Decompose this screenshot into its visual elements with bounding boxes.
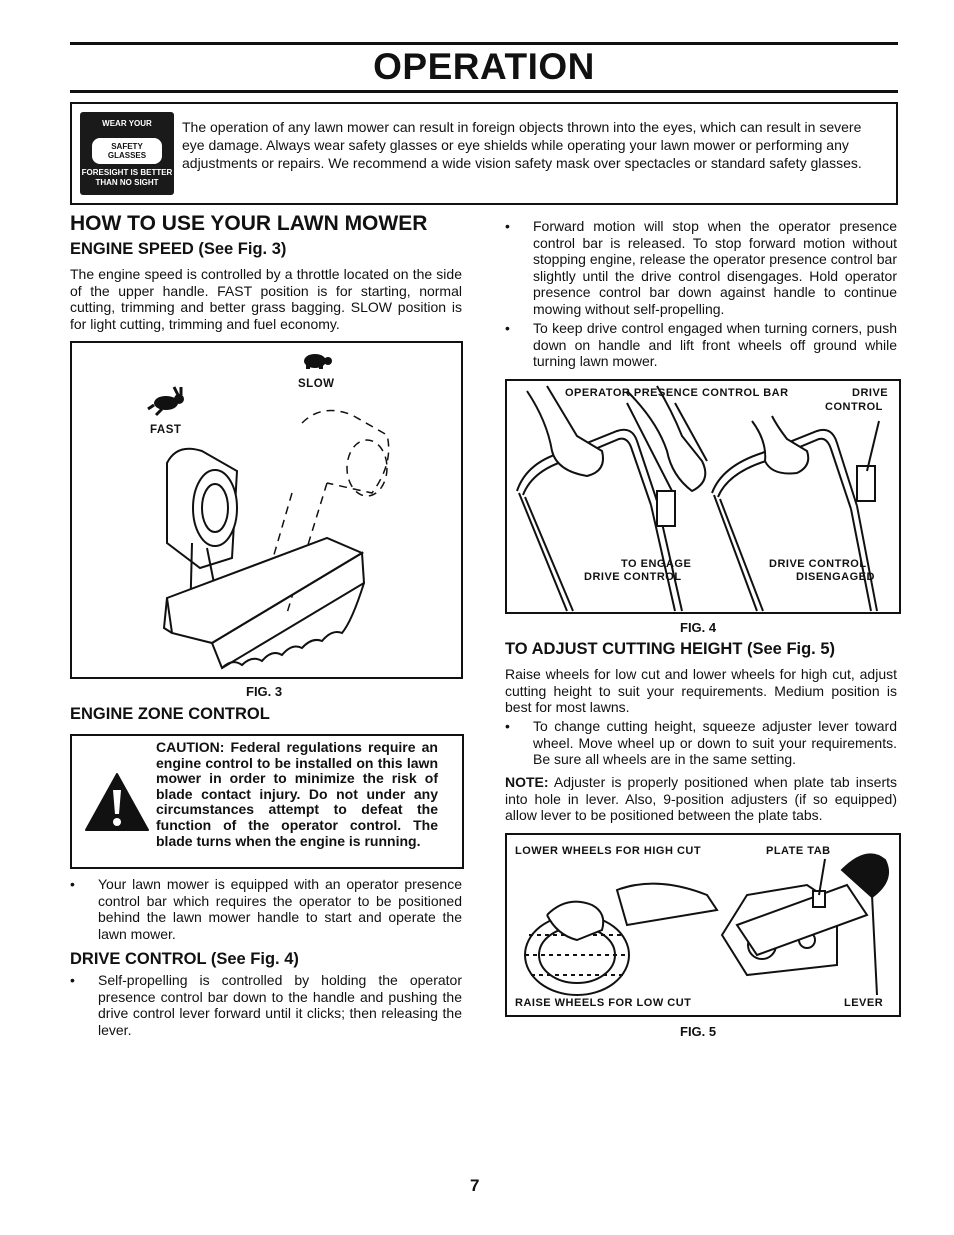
safety-glasses-badge	[80, 112, 174, 195]
engine-zone-heading: ENGINE ZONE CONTROL	[70, 705, 270, 723]
badge-line-2: SAFETY GLASSES	[92, 138, 162, 164]
note-text: Adjuster is properly positioned when plate tab inserts into hole in lever. Also, 9-position adjusters (if so equipped) allow lever to be positioned between the plate tabs.	[505, 774, 897, 823]
badge-line-3: FORESIGHT IS BETTER	[81, 168, 173, 177]
forward-motion-bullet: • Forward motion will stop when the operator presence control bar is released. To stop forward motion without stopping engine, release the operator presence control bar slightly until the drive control disengages. Hold operator presence control bar down against handle to continue mowing without self-propelling.	[505, 218, 897, 317]
badge-line-1: WEAR YOUR	[102, 119, 152, 128]
header-top-rule	[70, 42, 898, 45]
fig4-disengaged-label-2: DISENGAGED	[796, 571, 875, 583]
figure-3	[70, 341, 463, 679]
fig5-lever-label: LEVER	[844, 997, 884, 1009]
fig4-engage-label-2: DRIVE CONTROL	[584, 571, 682, 583]
zone-bullet: • Your lawn mower is equipped with an operator presence control bar which requires the operator to be positioned behind the lawn mower handle to start and operate the lawn mower.	[70, 876, 462, 942]
fig4-opcb-label: OPERATOR PRESENCE CONTROL BAR	[565, 387, 789, 399]
fig3-fast-label: FAST	[150, 424, 182, 436]
fig4-caption: FIG. 4	[680, 620, 717, 635]
note-paragraph	[505, 774, 897, 824]
fig5-plate-tab-label: PLATE TAB	[766, 845, 831, 857]
fig4-engage-label-1: TO ENGAGE	[621, 558, 692, 570]
fig4-drive-label-1: DRIVE	[852, 387, 889, 399]
height-adjuster-illustration	[507, 835, 899, 1015]
throttle-illustration	[72, 343, 461, 677]
fig3-slow-label: SLOW	[298, 378, 335, 390]
drive-control-heading: DRIVE CONTROL (See Fig. 4)	[70, 950, 299, 968]
engine-speed-text: The engine speed is controlled by a throttle located on the side of the upper handle. FAST position is for starting, normal cutting, trimming and better grass bagging. SLOW position is for light cutting, trimming and fuel economy.	[70, 266, 462, 332]
warning-triangle-icon	[84, 772, 150, 832]
caution-text: CAUTION: Federal regulations require an engine control to be installed on this lawn mower in order to minimize the risk of blade contact injury. Do not under any circumstances attempt to defeat the function of the operator control. The blade turns when the engine is running.	[156, 739, 438, 849]
safety-notice-box	[70, 102, 898, 205]
cutting-height-bullet: • To change cutting height, squeeze adjuster lever toward wheel. Move wheel up or down to suit your requirements. Be sure all wheels are in the same setting.	[505, 718, 897, 768]
figure-4	[505, 379, 901, 614]
drive-bullet: • Self-propelling is controlled by holding the operator presence control bar down to the handle and pushing the drive control lever forward until it clicks; then releasing the lever.	[70, 972, 462, 1038]
engine-speed-heading: ENGINE SPEED (See Fig. 3)	[70, 240, 287, 258]
header-bottom-rule	[70, 90, 898, 93]
fig5-caption: FIG. 5	[680, 1024, 717, 1039]
cutting-height-heading: TO ADJUST CUTTING HEIGHT (See Fig. 5)	[505, 640, 836, 658]
cutting-height-text: Raise wheels for low cut and lower wheels for high cut, adjust cutting height to suit your requirements. Medium position is best for most lawns.	[505, 666, 897, 715]
badge-line-3-4	[80, 168, 174, 188]
page-number: 7	[470, 1176, 480, 1195]
fig3-caption: FIG. 3	[246, 684, 283, 699]
note-label: NOTE:	[505, 774, 549, 790]
fig5-lower-label: LOWER WHEELS FOR HIGH CUT	[515, 845, 702, 857]
main-heading: HOW TO USE YOUR LAWN MOWER	[70, 212, 428, 235]
figure-5	[505, 833, 901, 1017]
turtle-icon	[304, 354, 332, 369]
fig4-drive-label-2: CONTROL	[825, 401, 883, 413]
turning-bullet: • To keep drive control engaged when turning corners, push down on handle and lift front wheels off ground while turning lawn mower.	[505, 320, 897, 370]
fig4-disengaged-label-1: DRIVE CONTROL	[769, 558, 867, 570]
rabbit-icon	[148, 387, 184, 415]
caution-box	[70, 734, 464, 869]
badge-line-4: THAN NO SIGHT	[95, 178, 159, 187]
safety-notice-text: The operation of any lawn mower can result in foreign objects thrown into the eyes, which can result in severe eye damage. Always wear safety glasses or eye shields while operating your lawn mower or performing any adjustments or repairs. We recommend a wide vision safety mask over spectacles or standard safety glasses.	[182, 119, 862, 171]
fig5-raise-label: RAISE WHEELS FOR LOW CUT	[515, 997, 692, 1009]
page-title: OPERATION	[373, 46, 595, 87]
